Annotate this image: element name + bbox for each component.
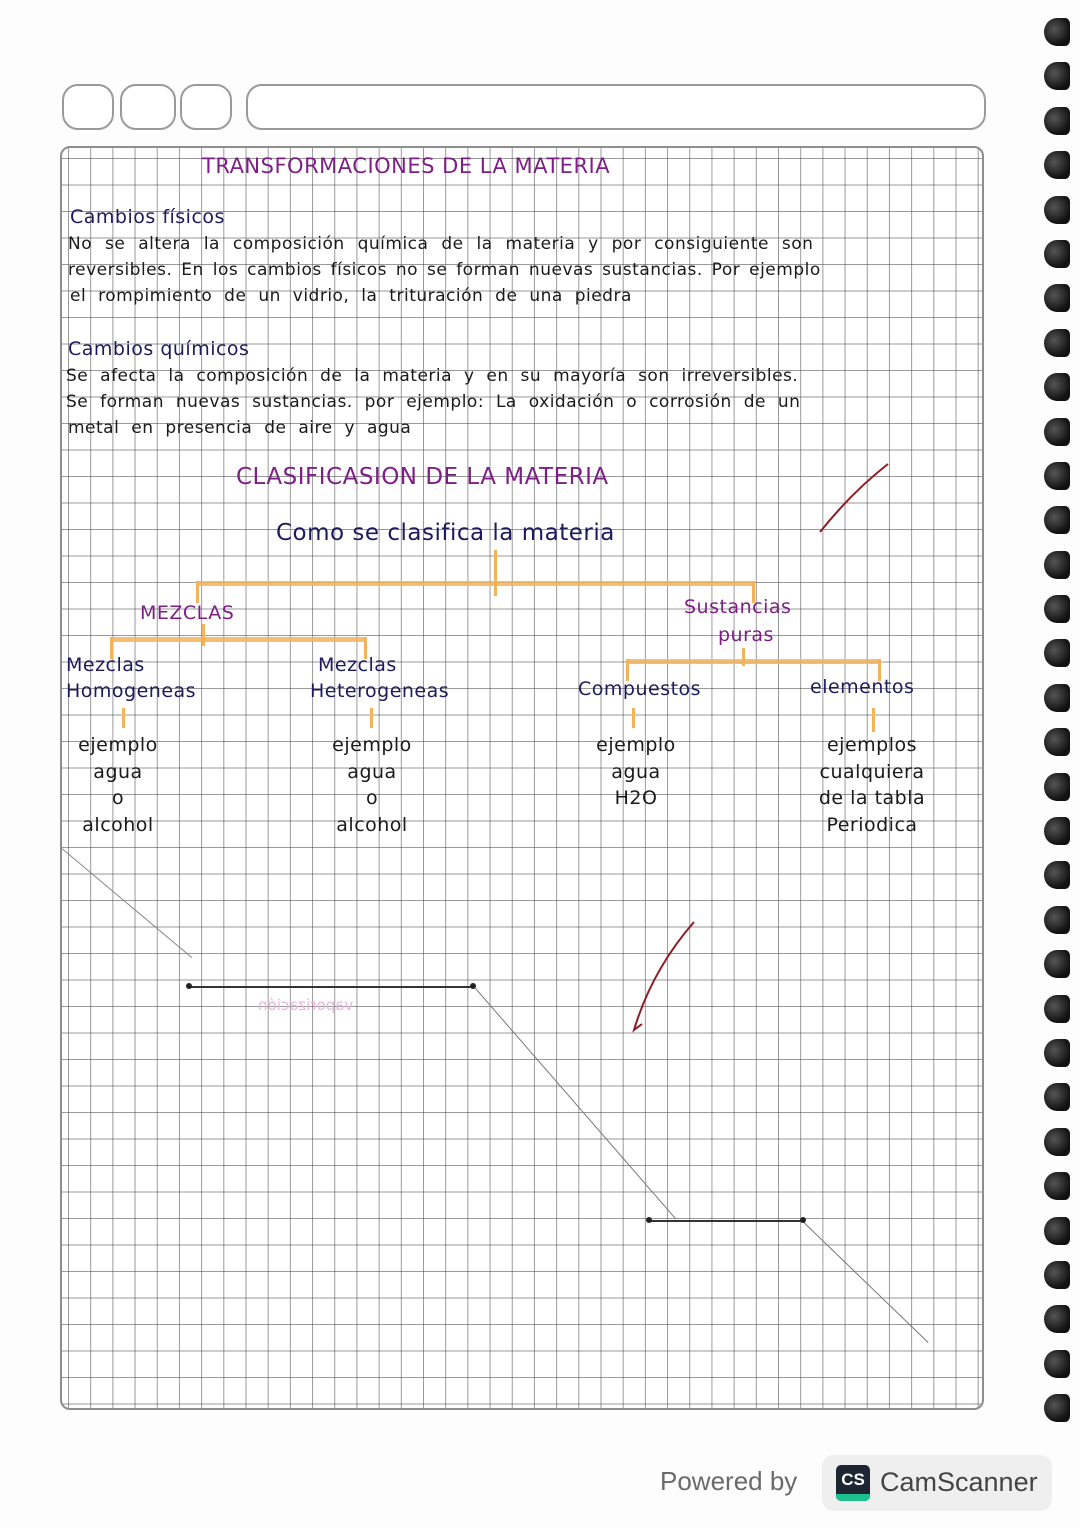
connector-heterogeneas-down xyxy=(370,708,373,728)
example-compuestos xyxy=(584,732,688,812)
section-heading-physical: Cambios físicos xyxy=(70,206,225,228)
graph-point-b xyxy=(800,1217,806,1223)
spiral-ring xyxy=(1044,906,1070,934)
spiral-ring xyxy=(1044,240,1070,268)
classification-title: CLASIFICASION DE LA MATERIA xyxy=(236,464,609,490)
connector-elementos-down xyxy=(872,708,875,732)
spiral-ring xyxy=(1044,1261,1070,1289)
spiral-ring xyxy=(1044,284,1070,312)
spiral-ring xyxy=(1044,684,1070,712)
example-heterogeneas-2: agua xyxy=(347,760,397,783)
branch-sustancias-line2: puras xyxy=(718,624,774,646)
example-elementos-4: Periodica xyxy=(826,813,918,836)
physical-line-1: No se altera la composición química de la materia y por consiguiente son xyxy=(68,234,814,254)
example-elementos-1: ejemplos xyxy=(826,734,918,756)
spiral-ring xyxy=(1044,1039,1070,1067)
node-heterogeneas-l1: Mezclas xyxy=(318,654,397,676)
connector-mezclas-stem xyxy=(202,624,205,646)
example-compuestos-3: H2O xyxy=(614,787,658,809)
graph-point-c xyxy=(646,1217,652,1223)
camscanner-brand: CamScanner xyxy=(880,1467,1038,1497)
camscanner-badge[interactable] xyxy=(822,1455,1052,1511)
node-homogeneas-l2: Homogeneas xyxy=(66,680,197,702)
connector-mezclas xyxy=(110,637,366,642)
camscanner-logo-icon: CS xyxy=(836,1465,870,1501)
connector-top-left xyxy=(196,581,199,603)
page-title: TRANSFORMACIONES DE LA MATERIA xyxy=(202,154,611,178)
node-homogeneas-l1: Mezclas xyxy=(66,654,145,676)
spiral-ring xyxy=(1044,373,1070,401)
spiral-ring xyxy=(1044,1394,1070,1422)
bleedthrough-label: vaporización xyxy=(258,996,354,1014)
example-elementos-2: cualquiera xyxy=(819,760,925,783)
spiral-ring xyxy=(1044,995,1070,1023)
spiral-ring xyxy=(1044,1083,1070,1111)
example-homogeneas-2: agua xyxy=(93,760,143,783)
graph-line-4 xyxy=(648,1220,802,1222)
powered-by-text: Powered by xyxy=(660,1466,798,1496)
example-compuestos-1: ejemplo xyxy=(596,734,676,756)
graph-line-1 xyxy=(61,848,192,958)
spiral-ring xyxy=(1044,861,1070,889)
graph-point-d xyxy=(470,983,476,989)
example-heterogeneas xyxy=(318,732,426,838)
example-homogeneas-1: ejemplo xyxy=(78,734,158,756)
connector-top xyxy=(196,581,754,586)
spiral-binding xyxy=(1044,18,1074,1439)
spiral-ring xyxy=(1044,1128,1070,1156)
node-elementos: elementos xyxy=(810,676,915,698)
example-elementos-3: de la tabla xyxy=(818,787,926,809)
spiral-ring xyxy=(1044,639,1070,667)
graph-point-e xyxy=(186,983,192,989)
branch-sustancias-line1: Sustancias xyxy=(684,596,792,618)
spiral-ring xyxy=(1044,728,1070,756)
physical-line-2: reversibles. En los cambios físicos no se forman nuevas sustancias. Por ejemplo xyxy=(68,260,821,280)
grid-paper xyxy=(60,146,984,1410)
header-title-box xyxy=(246,84,986,130)
header-box-1 xyxy=(62,84,114,130)
spiral-ring xyxy=(1044,506,1070,534)
chemical-line-3: metal en presencia de aire y agua xyxy=(68,418,412,438)
spiral-ring xyxy=(1044,107,1070,135)
example-elementos xyxy=(800,732,944,838)
spiral-ring xyxy=(1044,151,1070,179)
spiral-ring xyxy=(1044,1305,1070,1333)
example-heterogeneas-3: o xyxy=(365,787,379,809)
red-pen-stroke-bottom xyxy=(622,920,702,1040)
spiral-ring xyxy=(1044,462,1070,490)
spiral-ring xyxy=(1044,62,1070,90)
spiral-ring xyxy=(1044,595,1070,623)
connector-compuestos-down xyxy=(632,708,635,728)
spiral-ring xyxy=(1044,196,1070,224)
header-box-2 xyxy=(120,84,176,130)
node-heterogeneas-l2: Heterogeneas xyxy=(310,680,450,702)
spiral-ring xyxy=(1044,329,1070,357)
spiral-ring xyxy=(1044,418,1070,446)
connector-sustancias xyxy=(626,659,880,664)
spiral-ring xyxy=(1044,773,1070,801)
example-homogeneas-3: o xyxy=(111,787,125,809)
spiral-ring xyxy=(1044,950,1070,978)
example-homogeneas xyxy=(68,732,168,838)
branch-mezclas: MEZCLAS xyxy=(140,602,235,624)
example-homogeneas-4: alcohol xyxy=(82,813,154,836)
spiral-ring xyxy=(1044,1217,1070,1245)
example-compuestos-2: agua xyxy=(611,760,661,783)
graph-line-5 xyxy=(801,1220,928,1343)
graph-line-2 xyxy=(188,986,474,988)
connector-top-center xyxy=(494,550,497,596)
spiral-ring xyxy=(1044,551,1070,579)
connector-sustancias-stem xyxy=(742,648,745,666)
classification-question: Como se clasifica la materia xyxy=(276,520,615,546)
physical-line-3: el rompimiento de un vidrio, la trituración de una piedra xyxy=(70,286,632,306)
chemical-line-2: Se forman nuevas sustancias. por ejemplo: La oxidación o corrosión de un xyxy=(66,392,801,412)
example-heterogeneas-1: ejemplo xyxy=(332,734,412,756)
chemical-line-1: Se afecta la composición de la materia y en su mayoría son irreversibles. xyxy=(66,366,799,386)
example-heterogeneas-4: alcohol xyxy=(336,813,408,836)
spiral-ring xyxy=(1044,817,1070,845)
red-pen-stroke-top xyxy=(812,462,892,534)
header-box-3 xyxy=(180,84,232,130)
connector-homogeneas-down xyxy=(122,708,125,728)
spiral-ring xyxy=(1044,18,1070,46)
section-heading-chemical: Cambios químicos xyxy=(68,338,250,360)
spiral-ring xyxy=(1044,1172,1070,1200)
spiral-ring xyxy=(1044,1350,1070,1378)
node-compuestos: Compuestos xyxy=(578,678,702,700)
